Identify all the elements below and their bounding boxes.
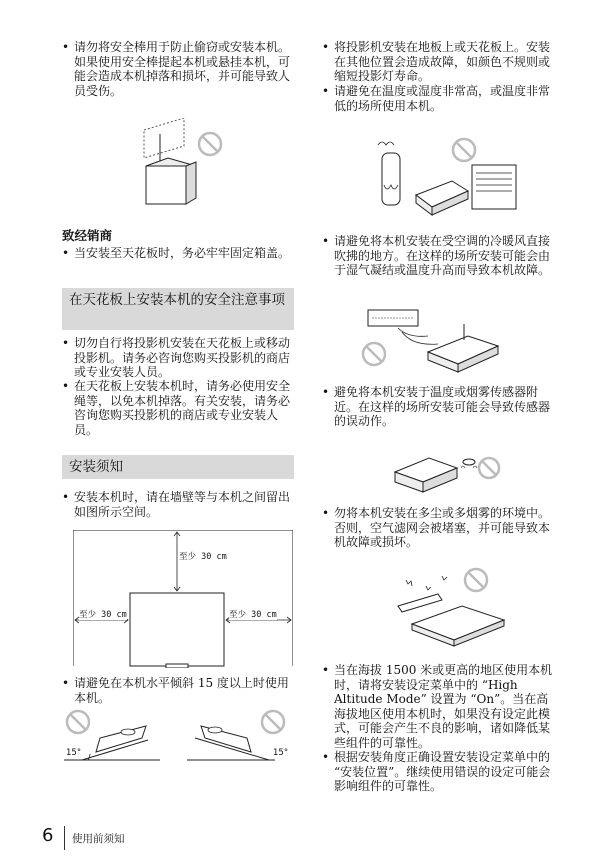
bullet-dot: • (322, 40, 330, 54)
tilt-angle-left: 15° (66, 748, 82, 758)
clearance-top-label: 至少 30 cm (179, 552, 227, 562)
footer-divider (64, 826, 65, 850)
bullet-dot: • (62, 40, 70, 54)
clearance-left-label: 至少 30 cm (79, 610, 127, 620)
air-conditioner-illustration (358, 306, 518, 376)
bullet-dot: • (322, 84, 330, 98)
bullet-install-space (62, 490, 294, 519)
bullet-security-bar (62, 40, 294, 98)
bullet-high-altitude (322, 663, 554, 750)
bullet-text: 在天花板上安装本机时，请务必使用安全绳等，以免本机掉落。有关安装，请务必咨询您购买投影机的商店或专业安装人员。 (74, 379, 291, 437)
dust-smoke-illustration (386, 566, 514, 648)
bullet-dot: • (322, 750, 330, 764)
bullet-text: 请避免在本机水平倾斜 15 度以上时使用本机。 (74, 676, 289, 705)
bullet-text: 请避免将本机安装在受空调的冷暖风直接吹拂的地方。在这样的场所安装可能会由于湿气凝结或温度升高而导致本机故障。 (334, 234, 551, 277)
bullet-dealer (62, 246, 294, 261)
bullet-dot: • (62, 379, 70, 393)
smoke-sensor-illustration (385, 438, 510, 498)
bullet-ceiling-2 (62, 379, 294, 437)
ceiling-install-heading: 在天花板上安装本机的安全注意事项 (62, 288, 294, 330)
bullet-dot: • (322, 385, 330, 399)
bullet-text: 请避免在温度或湿度非常高，或温度非常低的场所使用本机。 (334, 84, 551, 113)
clearance-right-label: 至少 30 cm (229, 610, 277, 620)
install-notes-heading: 安装须知 (62, 455, 294, 479)
bullet-dot: • (322, 234, 330, 248)
bullet-install-position (322, 750, 554, 794)
bullet-ceiling-1 (62, 336, 294, 380)
heat-humidity-illustration (368, 125, 528, 220)
bullet-sensor (322, 385, 554, 429)
footer-section-title: 使用前须知 (72, 833, 125, 845)
tilt-illustration-right (185, 708, 293, 768)
bullet-dot: • (62, 336, 70, 350)
bullet-text: 避免将本机安装于温度或烟雾传感器附近。在这样的场所安装可能会导致传感器的误动作。 (334, 385, 551, 428)
bullet-floor-ceiling (322, 40, 554, 84)
tilt-angle-right: 15° (273, 748, 289, 758)
bullet-text: 当安装至天花板时，务必牢牢固定箱盖。 (74, 246, 291, 260)
bullet-text: 请勿将安全棒用于防止偷窃或安装本机。如果使用安全棒提起本机或悬挂本机，可能会造成本机掉落和损坏，并可能导致人员受伤。 (74, 40, 291, 98)
dealer-heading: 致经销商 (62, 228, 113, 243)
bullet-text: 切勿自行将投影机安装在天花板上或移动投影机。请务必咨询您购买投影机的商店或专业安装人员。 (74, 336, 291, 379)
bullet-text: 将投影机安装在地板上或天花板上。安装在其他位置会造成故障，如颜色不规则或缩短投影灯寿命。 (334, 40, 551, 83)
bullet-dot: • (62, 246, 70, 260)
bullet-air-conditioner (322, 234, 554, 278)
bullet-dot: • (322, 506, 330, 520)
bullet-text: 安装本机时，请在墙壁等与本机之间留出如图所示空间。 (74, 490, 291, 519)
page-number: 6 (42, 825, 54, 846)
bullet-text: 当在海拔 1500 米或更高的地区使用本机时，请将安装设定菜单中的 “High Altitude Mode” 设置为 “On”。当在高海拔地区使用本机时，如果没有设定此模式，可能会产生不良的影响，诸如降低某些组件的可靠性。 (334, 663, 553, 750)
bullet-temperature (322, 84, 554, 113)
bullet-dot: • (62, 490, 70, 504)
security-bar-illustration (138, 118, 228, 208)
bullet-dust (322, 506, 554, 550)
clearance-diagram (73, 530, 293, 668)
bullet-dot: • (62, 676, 70, 690)
bullet-dot: • (322, 663, 330, 677)
bullet-text: 勿将本机安装在多尘或多烟雾的环境中。否则，空气滤网会被堵塞，并可能导致本机故障或损坏。 (334, 506, 551, 549)
bullet-tilt (62, 676, 294, 705)
bullet-text: 根据安装角度正确设置安装设定菜单中的 “安装位置”。继续使用错误的设定可能会影响组件的可靠性。 (334, 750, 551, 793)
tilt-illustration-left (62, 708, 162, 768)
